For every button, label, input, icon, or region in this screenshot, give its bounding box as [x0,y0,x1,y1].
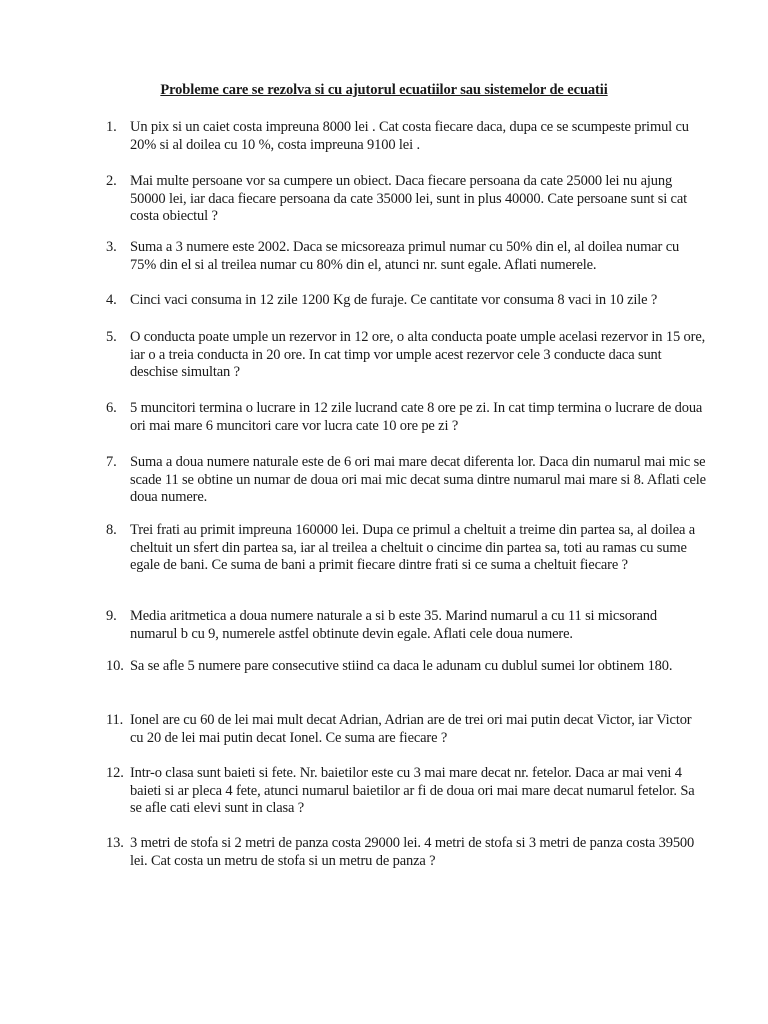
problem-item [106,765,706,818]
problem-text: Ionel are cu 60 de lei mai mult decat Adrian, Adrian are de trei ori mai putin decat Victor, iar Victor cu 20 de lei mai putin decat Ionel. Ce suma are fiecare ? [130,712,692,746]
problem-text: Cinci vaci consuma in 12 zile 1200 Kg de furaje. Ce cantitate vor consuma 8 vaci in 10 zile ? [130,292,658,308]
problem-text: Suma a 3 numere este 2002. Daca se micsoreaza primul numar cu 50% din el, al doilea numar cu 75% din el si al treilea numar cu 80% din el, atunci nr. sunt egale. Aflati numerele. [130,239,680,273]
problem-number: 2. [106,173,117,189]
problem-text: 3 metri de stofa si 2 metri de panza costa 29000 lei. 4 metri de stofa si 3 metri de panza costa 39500 lei. Cat costa un metru de stofa si un metru de panza ? [130,835,695,869]
problem-text: Trei frati au primit impreuna 160000 lei. Dupa ce primul a cheltuit a treime din partea sa, al doilea a cheltuit un sfert din partea sa, iar al treilea a cheltuit o cincime din partea sa, toti au ramas cu sume egale de bani. Ce suma de bani a primit fiecare dintre frati si ce suma a cheltuit fiecare ? [130,522,696,573]
problem-item [106,835,706,870]
problem-text: Un pix si un caiet costa impreuna 8000 lei . Cat costa fiecare daca, dupa ce se scumpeste primul cu 20% si al doilea cu 10 %, costa impreuna 9100 lei . [130,119,689,153]
problem-item [106,119,706,154]
problem-item [106,454,706,507]
problem-text: 5 muncitori termina o lucrare in 12 zile lucrand cate 8 ore pe zi. In cat timp termina o lucrare de doua ori mai mare 6 muncitori care vor lucra cate 10 ore pe zi ? [130,400,703,434]
problem-number: 4. [106,292,117,308]
problem-item [106,329,706,382]
problem-number: 8. [106,522,117,538]
problem-item [106,608,706,643]
problem-text: Mai multe persoane vor sa cumpere un obiect. Daca fiecare persoana da cate 25000 lei nu ajung 50000 lei, iar daca fiecare persoana da cate 35000 lei, sunt in plus 40000. Cate persoane sunt si cat costa obiectul ? [130,173,688,224]
problem-number: 12. [106,765,124,781]
problem-item [106,522,706,575]
problem-text: Intr-o clasa sunt baieti si fete. Nr. baietilor este cu 3 mai mare decat nr. fetelor. Daca ar mai veni 4 baieti si ar pleca 4 fete, atunci numarul baietilor ar fi de doua ori mai mare decat numarul fetelor. Sa se afle cati elevi sunt in clasa ? [130,765,695,816]
problem-item [106,292,706,310]
problem-number: 9. [106,608,117,624]
problem-number: 13. [106,835,124,851]
problem-text: Sa se afle 5 numere pare consecutive stiind ca daca le adunam cu dublul sumei lor obtinem 180. [130,658,673,674]
problem-text: Media aritmetica a doua numere naturale a si b este 35. Marind numarul a cu 11 si micsorand numarul b cu 9, numerele astfel obtinute devin egale. Aflati cele doua numere. [130,608,657,642]
page-title: Probleme care se rezolva si cu ajutorul ecuatiilor sau sistemelor de ecuatii [160,82,608,98]
problem-number: 3. [106,239,117,255]
problem-number: 6. [106,400,117,416]
problem-number: 5. [106,329,117,345]
problem-item [106,239,706,274]
problem-text: Suma a doua numere naturale este de 6 ori mai mare decat diferenta lor. Daca din numarul mai mic se scade 11 se obtine un numar de doua ori mai mic decat suma dintre numarul mai mare si 8. Aflati cele doua numere. [130,454,706,505]
problem-number: 1. [106,119,117,135]
problem-number: 10. [106,658,124,674]
problem-number: 7. [106,454,117,470]
problem-item [106,173,706,226]
problem-item [106,712,706,747]
problem-text: O conducta poate umple un rezervor in 12 ore, o alta conducta poate umple acelasi rezervor in 15 ore, iar o a treia conducta in 20 ore. In cat timp vor umple acest rezervor cele 3 conducte daca sunt deschise simultan ? [130,329,706,380]
problem-item [106,400,706,435]
problem-item [106,658,706,676]
problem-number: 11. [106,712,124,728]
